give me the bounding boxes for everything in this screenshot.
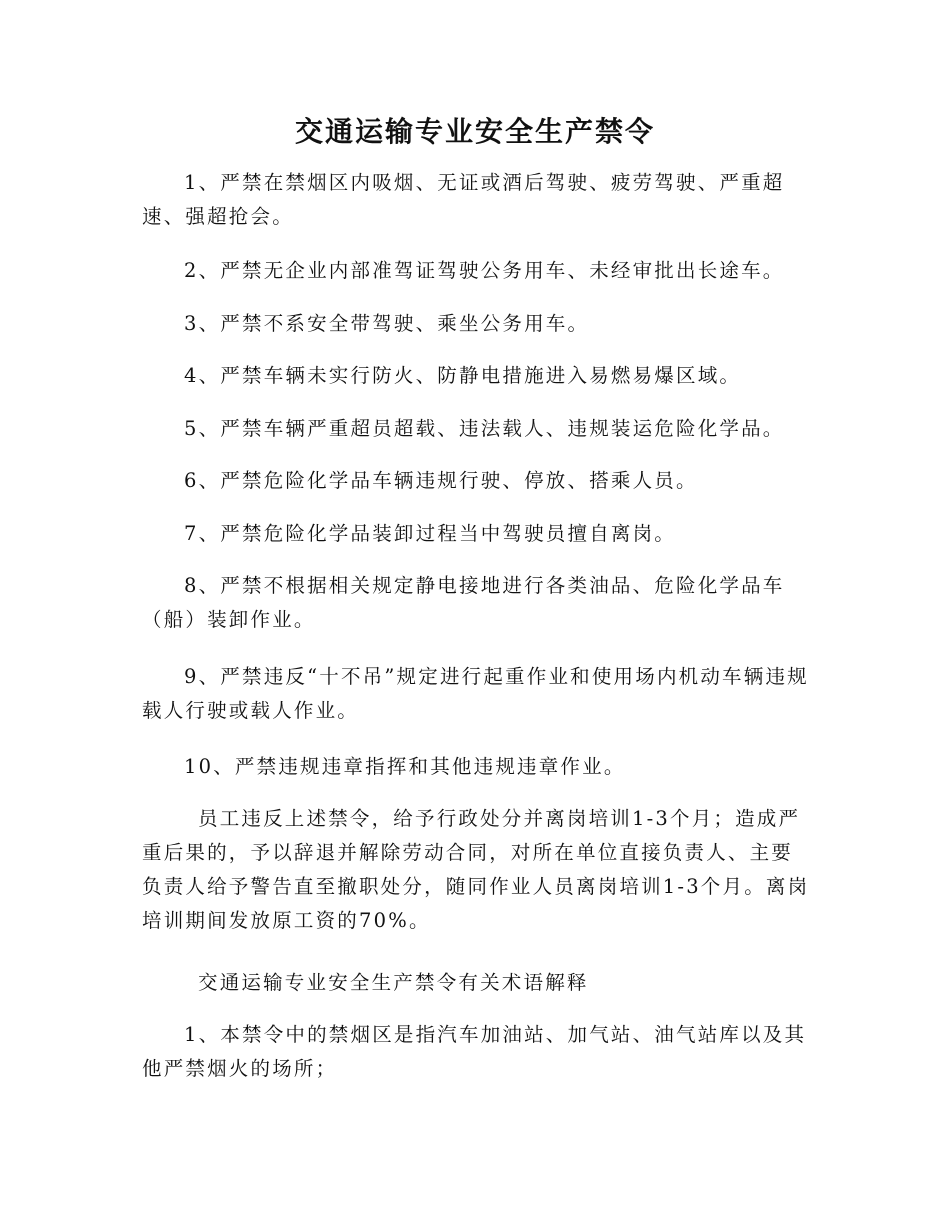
rule-8: 8、严禁不根据相关规定静电接地进行各类油品、危险化学品车（船）装卸作业。 xyxy=(142,574,785,631)
term-1: 1、本禁令中的禁烟区是指汽车加油站、加气站、油气站库以及其他严禁烟火的场所； xyxy=(142,1023,807,1080)
document-title: 交通运输专业安全生产禁令 xyxy=(294,115,655,148)
rule-6: 6、严禁危险化学品车辆违规行驶、停放、搭乘人员。 xyxy=(184,469,698,492)
rule-5: 5、严禁车辆严重超员超载、违法载人、违规装运危险化学品。 xyxy=(184,417,785,440)
rule-3: 3、严禁不系安全带驾驶、乘坐公务用车。 xyxy=(184,312,590,335)
rule-10: 10、严禁违规违章指挥和其他违规违章作业。 xyxy=(184,755,626,778)
section-heading: 交通运输专业安全生产禁令有关术语解释 xyxy=(198,971,589,994)
rule-1: 1、严禁在禁烟区内吸烟、无证或酒后驾驶、疲劳驾驶、严重超速、强超抢会。 xyxy=(142,171,785,228)
rule-7: 7、严禁危险化学品装卸过程当中驾驶员擅自离岗。 xyxy=(184,522,677,545)
penalty-paragraph: 员工违反上述禁令，给予行政处分并离岗培训1-3个月；造成严重后果的，予以辞退并解除劳动合同，对所在单位直接负责人、主要负责人给予警告直至撤职处分，随同作业人员离岗培训1-3个月。离岗培训期间发放原工资的70%。 xyxy=(142,807,810,932)
rule-2: 2、严禁无企业内部准驾证驾驶公务用车、未经审批出长途车。 xyxy=(184,259,785,282)
rule-4: 4、严禁车辆未实行防火、防静电措施进入易燃易爆区域。 xyxy=(184,364,742,387)
rule-9: 9、严禁违反“十不吊”规定进行起重作业和使用场内机动车辆违规载人行驶或载人作业。 xyxy=(142,665,809,722)
